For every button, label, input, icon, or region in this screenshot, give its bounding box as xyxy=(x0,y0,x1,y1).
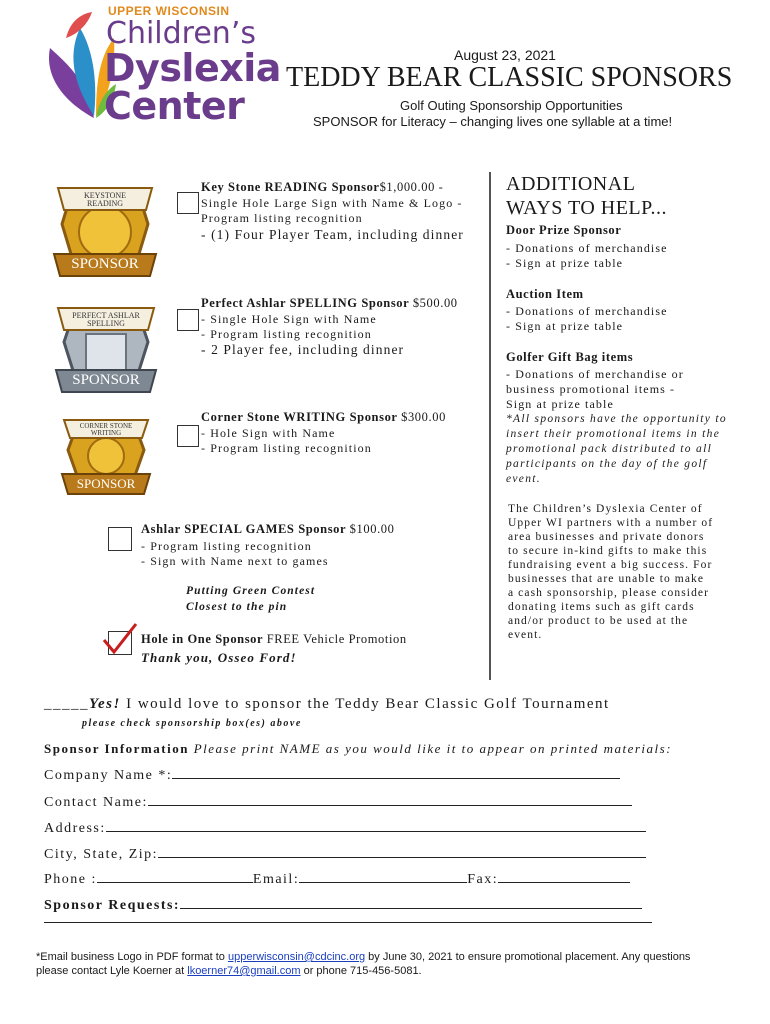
cornerstone-badge-banner: CORNER STONE WRITING xyxy=(79,422,133,437)
contact-row xyxy=(44,793,632,811)
address-label: Address: xyxy=(44,821,106,836)
para-line-5: fundraising event a big success. For xyxy=(508,559,713,571)
note-line-1: *All sponsors have the opportunity to xyxy=(506,413,727,425)
logo-line-3: Center xyxy=(104,84,245,128)
email-label: Email: xyxy=(252,872,300,887)
additional-title xyxy=(506,172,667,220)
ashlar-spelling-badge-icon xyxy=(52,300,160,400)
footer-part-3: please contact Lyle Koerner at xyxy=(36,965,188,977)
para-line-1: The Children’s Dyslexia Center of xyxy=(508,503,703,515)
keystone-badge-banner: KEYSTONE READING xyxy=(83,191,127,208)
keystone-line-3: - (1) Four Player Team, including dinner xyxy=(201,227,464,242)
logo-line-1: Children’s xyxy=(106,16,256,51)
para-line-10: event. xyxy=(508,629,543,641)
gift-bag-line-3: Sign at prize table xyxy=(506,397,614,411)
subtitle-opportunities: Golf Outing Sponsorship Opportunities xyxy=(400,98,623,113)
contact-label: Contact Name: xyxy=(44,795,148,810)
gift-bag-line-2: business promotional items - xyxy=(506,382,676,396)
footer-part-2: by June 30, 2021 to ensure promotional placement. Any questions xyxy=(365,951,691,963)
para-line-9: and/or product to be used at the xyxy=(508,615,689,627)
ashlar-spelling-title xyxy=(201,296,458,311)
address-row xyxy=(44,819,646,837)
cornerstone-line-1: - Hole Sign with Name xyxy=(201,426,336,440)
ashlar-spelling-line-3: - 2 Player fee, including dinner xyxy=(201,342,405,357)
sponsor-info-line xyxy=(44,741,672,757)
ashlar-spelling-name: Perfect Ashlar SPELLING Sponsor xyxy=(201,296,410,310)
special-games-title xyxy=(141,522,395,537)
para-line-6: businesses that are unable to make xyxy=(508,573,705,585)
ashlar-spelling-price: $500.00 xyxy=(412,296,458,310)
note-line-4: participants on the day of the golf xyxy=(506,458,708,470)
email-link-center[interactable]: upperwisconsin@cdcinc.org xyxy=(227,951,366,963)
keystone-name: Key Stone READING Sponsor xyxy=(201,180,380,194)
ashlar-spelling-badge-sponsor: SPONSOR xyxy=(72,372,140,388)
phone-label: Phone : xyxy=(44,872,97,887)
special-games-price: $100.00 xyxy=(349,522,395,536)
cornerstone-checkbox[interactable] xyxy=(177,425,199,447)
gift-bag-line-1: - Donations of merchandise or xyxy=(506,367,684,381)
center-logo xyxy=(36,0,286,130)
para-line-3: area businesses and private donors xyxy=(508,531,705,543)
requests-row xyxy=(44,896,642,914)
requests-field[interactable] xyxy=(180,896,642,909)
cornerstone-name: Corner Stone WRITING Sponsor xyxy=(201,410,398,424)
special-games-name: Ashlar SPECIAL GAMES Sponsor xyxy=(141,522,346,536)
door-prize-line-1: - Donations of merchandise xyxy=(506,241,668,255)
yes-blank[interactable]: _____ xyxy=(44,696,89,712)
phone-row xyxy=(44,870,630,888)
cornerstone-badge-icon xyxy=(60,414,152,500)
hole-in-one-thanks: Thank you, Osseo Ford! xyxy=(141,650,297,665)
city-row xyxy=(44,845,646,863)
yes-text: I would love to sponsor the Teddy Bear Classic Golf Tournament xyxy=(126,696,610,712)
note-line-2: insert their promotional items in the xyxy=(506,428,721,440)
contact-field[interactable] xyxy=(148,793,632,806)
cornerstone-price: $300.00 xyxy=(401,410,446,424)
keystone-badge-icon xyxy=(50,180,160,286)
checkmark-icon xyxy=(100,622,140,656)
auction-line-2: - Sign at prize table xyxy=(506,319,624,333)
company-row xyxy=(44,766,620,784)
company-label: Company Name *: xyxy=(44,768,173,783)
ashlar-spelling-line-1: - Single Hole Sign with Name xyxy=(201,312,377,326)
requests-field-line-2[interactable] xyxy=(44,922,652,923)
yes-word: Yes! xyxy=(89,696,121,712)
contest-putting-green: Putting Green Contest xyxy=(186,585,316,597)
phone-field[interactable] xyxy=(97,870,253,883)
additional-title-1: ADDITIONAL xyxy=(506,173,636,195)
door-prize-line-2: - Sign at prize table xyxy=(506,256,624,270)
page-title: TEDDY BEAR CLASSIC SPONSORS xyxy=(286,62,733,93)
requests-label: Sponsor Requests: xyxy=(44,898,181,913)
cornerstone-line-2: - Program listing recognition xyxy=(201,441,372,455)
city-label: City, State, Zip: xyxy=(44,847,159,862)
logo-line-2: Dyslexia xyxy=(104,46,281,90)
footer-part-4: or phone 715-456-5081. xyxy=(300,965,422,977)
email-field[interactable] xyxy=(299,870,467,883)
keystone-line-2: Program listing recognition xyxy=(201,211,363,225)
hole-in-one-rest: FREE Vehicle Promotion xyxy=(266,632,407,646)
city-field[interactable] xyxy=(158,845,646,858)
company-field[interactable] xyxy=(172,766,620,779)
special-games-line-2: - Sign with Name next to games xyxy=(141,554,329,568)
para-line-4: to secure in-kind gifts to make this xyxy=(508,545,708,557)
additional-title-2: WAYS TO HELP... xyxy=(506,197,668,219)
address-field[interactable] xyxy=(106,819,646,832)
note-line-3: promotional pack distributed to all xyxy=(506,443,713,455)
note-line-5: event. xyxy=(506,473,541,485)
fax-field[interactable] xyxy=(498,870,630,883)
ashlar-spelling-badge-banner: PERFECT ASHLAR SPELLING xyxy=(72,311,140,328)
sponsor-info-label: Sponsor Information xyxy=(44,741,189,756)
fax-label: Fax: xyxy=(467,872,499,887)
para-line-7: a cash sponsorship, please consider xyxy=(508,587,710,599)
check-note: please check sponsorship box(es) above xyxy=(82,718,302,729)
door-prize-heading: Door Prize Sponsor xyxy=(506,223,622,237)
contest-closest-pin: Closest to the pin xyxy=(186,601,288,613)
yes-line xyxy=(44,696,610,713)
keystone-badge-sponsor: SPONSOR xyxy=(71,256,139,272)
cornerstone-badge-sponsor: SPONSOR xyxy=(76,476,136,491)
special-games-line-1: - Program listing recognition xyxy=(141,539,312,553)
keystone-checkbox[interactable] xyxy=(177,192,199,214)
sponsor-info-note: Please print NAME as you would like it to appear on printed materials: xyxy=(193,741,673,756)
auction-line-1: - Donations of merchandise xyxy=(506,304,668,318)
footer-part-1: *Email business Logo in PDF format to xyxy=(36,951,228,963)
ashlar-spelling-line-2: - Program listing recognition xyxy=(201,327,372,341)
ashlar-spelling-checkbox[interactable] xyxy=(177,309,199,331)
para-line-2: Upper WI partners with a number of xyxy=(508,517,714,529)
para-line-8: donating items such as gift cards xyxy=(508,601,695,613)
keystone-line-1: Single Hole Large Sign with Name & Logo - xyxy=(201,196,463,210)
document-date: August 23, 2021 xyxy=(454,47,556,63)
hole-in-one-title xyxy=(141,632,407,647)
keystone-title xyxy=(201,180,443,195)
footer-note xyxy=(36,950,736,978)
cornerstone-title xyxy=(201,410,446,425)
keystone-price: $1,000.00 - xyxy=(379,180,444,194)
special-games-checkbox[interactable] xyxy=(108,527,132,551)
email-link-koerner[interactable]: lkoerner74@gmail.com xyxy=(187,965,301,977)
gift-bag-heading: Golfer Gift Bag items xyxy=(506,350,634,364)
column-divider xyxy=(489,172,491,680)
hole-in-one-name: Hole in One Sponsor xyxy=(141,632,263,646)
auction-heading: Auction Item xyxy=(506,287,584,301)
subtitle-literacy: SPONSOR for Literacy – changing lives one syllable at a time! xyxy=(313,114,673,129)
logo-line-top: UPPER WISCONSIN xyxy=(108,4,230,18)
